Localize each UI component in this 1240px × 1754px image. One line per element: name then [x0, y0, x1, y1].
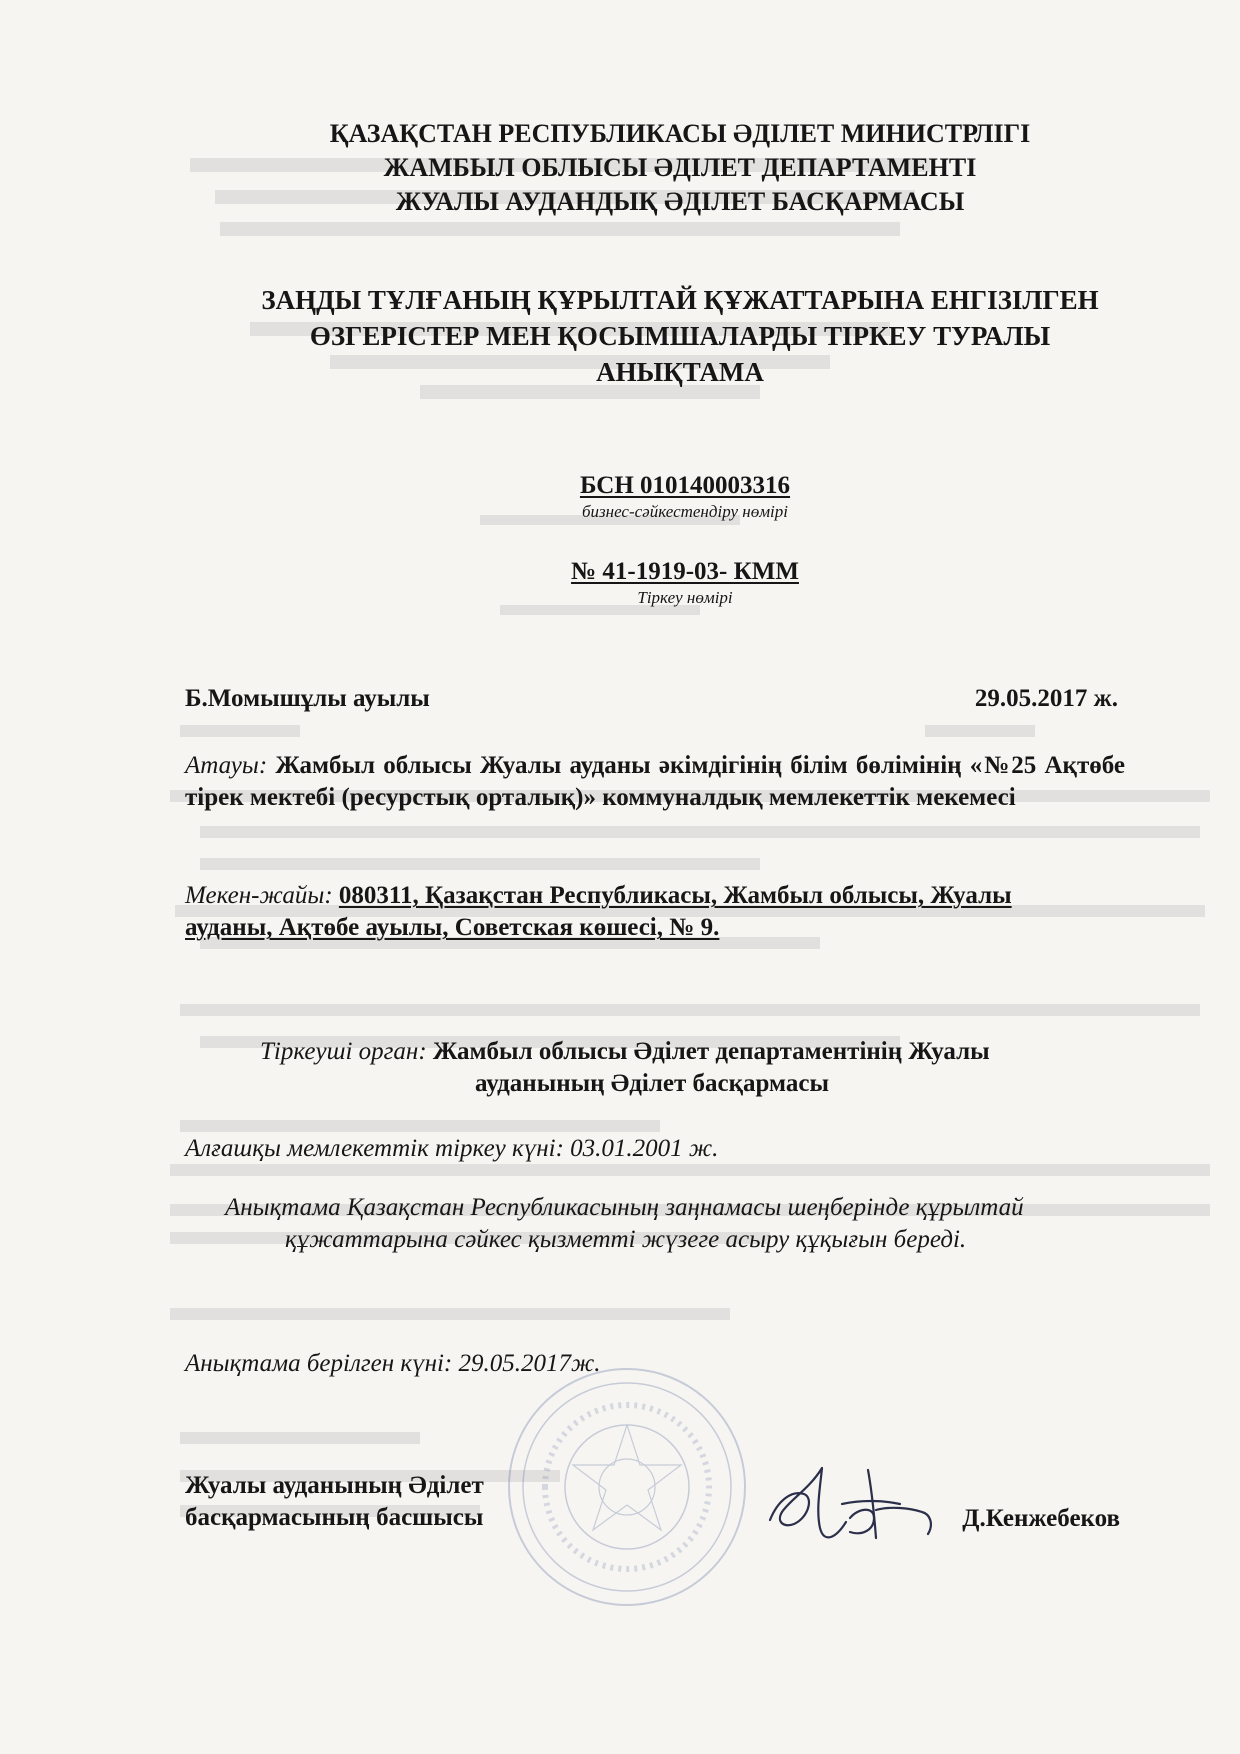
header-line-2: ЖАМБЫЛ ОБЛЫСЫ ӘДІЛЕТ ДЕПАРТАМЕНТІ [383, 153, 977, 182]
registrar-label: Тіркеуші орган: [260, 1038, 427, 1065]
place: Б.Момышұлы ауылы [185, 685, 430, 712]
issue-date: Анықтама берілген күні: 29.05.2017ж. [185, 1350, 601, 1377]
signatory-name: Д.Кенжебеков [962, 1505, 1120, 1532]
bsn-block [500, 472, 870, 522]
ministry-header [140, 117, 1220, 219]
document-title [140, 282, 1220, 390]
handwritten-signature-icon [750, 1448, 960, 1558]
registrar-block [185, 1036, 1145, 1100]
address-block [185, 880, 1145, 944]
bsn-value: БСН 010140003316 [579, 472, 791, 499]
signatory-position [185, 1470, 484, 1534]
header-line-3: ЖУАЛЫ АУДАНДЫҚ ӘДІЛЕТ БАСҚАРМАСЫ [395, 187, 965, 216]
signatory-position-line-2: басқармасының басшысы [185, 1504, 484, 1531]
address-value-line-2: ауданы, Ақтөбе ауылы, Советская көшесі, № 9. [185, 914, 720, 941]
address-value-line-1: 080311, Қазақстан Республикасы, Жамбыл облысы, Жуалы [338, 882, 1012, 909]
address-label: Мекен-жайы: [185, 882, 333, 909]
entity-name-label: Атауы: [185, 752, 268, 779]
entity-name-block [185, 750, 1125, 814]
bsn-caption: бизнес-сәйкестендіру нөмірі [581, 502, 788, 521]
official-seal-icon [505, 1365, 750, 1610]
registrar-value-line-1: Жамбыл облысы Әділет департаментінің Жуалы [432, 1038, 990, 1065]
date: 29.05.2017 ж. [974, 685, 1118, 712]
registration-block [500, 558, 870, 608]
registration-value: № 41-1919-03- КММ [571, 558, 799, 585]
title-line-3: АНЫҚТАМА [596, 357, 764, 387]
title-line-2: ӨЗГЕРІСТЕР МЕН ҚОСЫМШАЛАРДЫ ТІРКЕУ ТУРАЛЫ [309, 321, 1051, 351]
title-line-1: ЗАҢДЫ ТҰЛҒАНЫҢ ҚҰРЫЛТАЙ ҚҰЖАТТАРЫНА ЕНГІЗІЛГЕН [261, 285, 1099, 315]
header-line-1: ҚАЗАҚСТАН РЕСПУБЛИКАСЫ ӘДІЛЕТ МИНИСТРЛІГІ [329, 119, 1031, 148]
notice-line-2: құжаттарына сәйкес қызметті жүзеге асыру құқығын береді. [285, 1226, 967, 1253]
registrar-value-line-2: ауданының Әділет басқармасы [475, 1070, 830, 1097]
notice-line-1: Анықтама Қазақстан Республикасының заңнамасы шеңберінде құрылтай [225, 1194, 1024, 1221]
first-registration-date: Алғашқы мемлекеттік тіркеу күні: 03.01.2001 ж. [185, 1135, 719, 1162]
legal-notice [185, 1192, 1145, 1256]
entity-name-value: Жамбыл облысы Жуалы ауданы әкімдігінің білім бөлімінің «№25 Ақтөбе тірек мектебі (ресурстық орталық)» коммуналдық мемлекеттік мекемесі [185, 752, 1126, 811]
registration-caption: Тіркеу нөмірі [637, 588, 733, 607]
signatory-position-line-1: Жуалы ауданының Әділет [185, 1472, 484, 1499]
